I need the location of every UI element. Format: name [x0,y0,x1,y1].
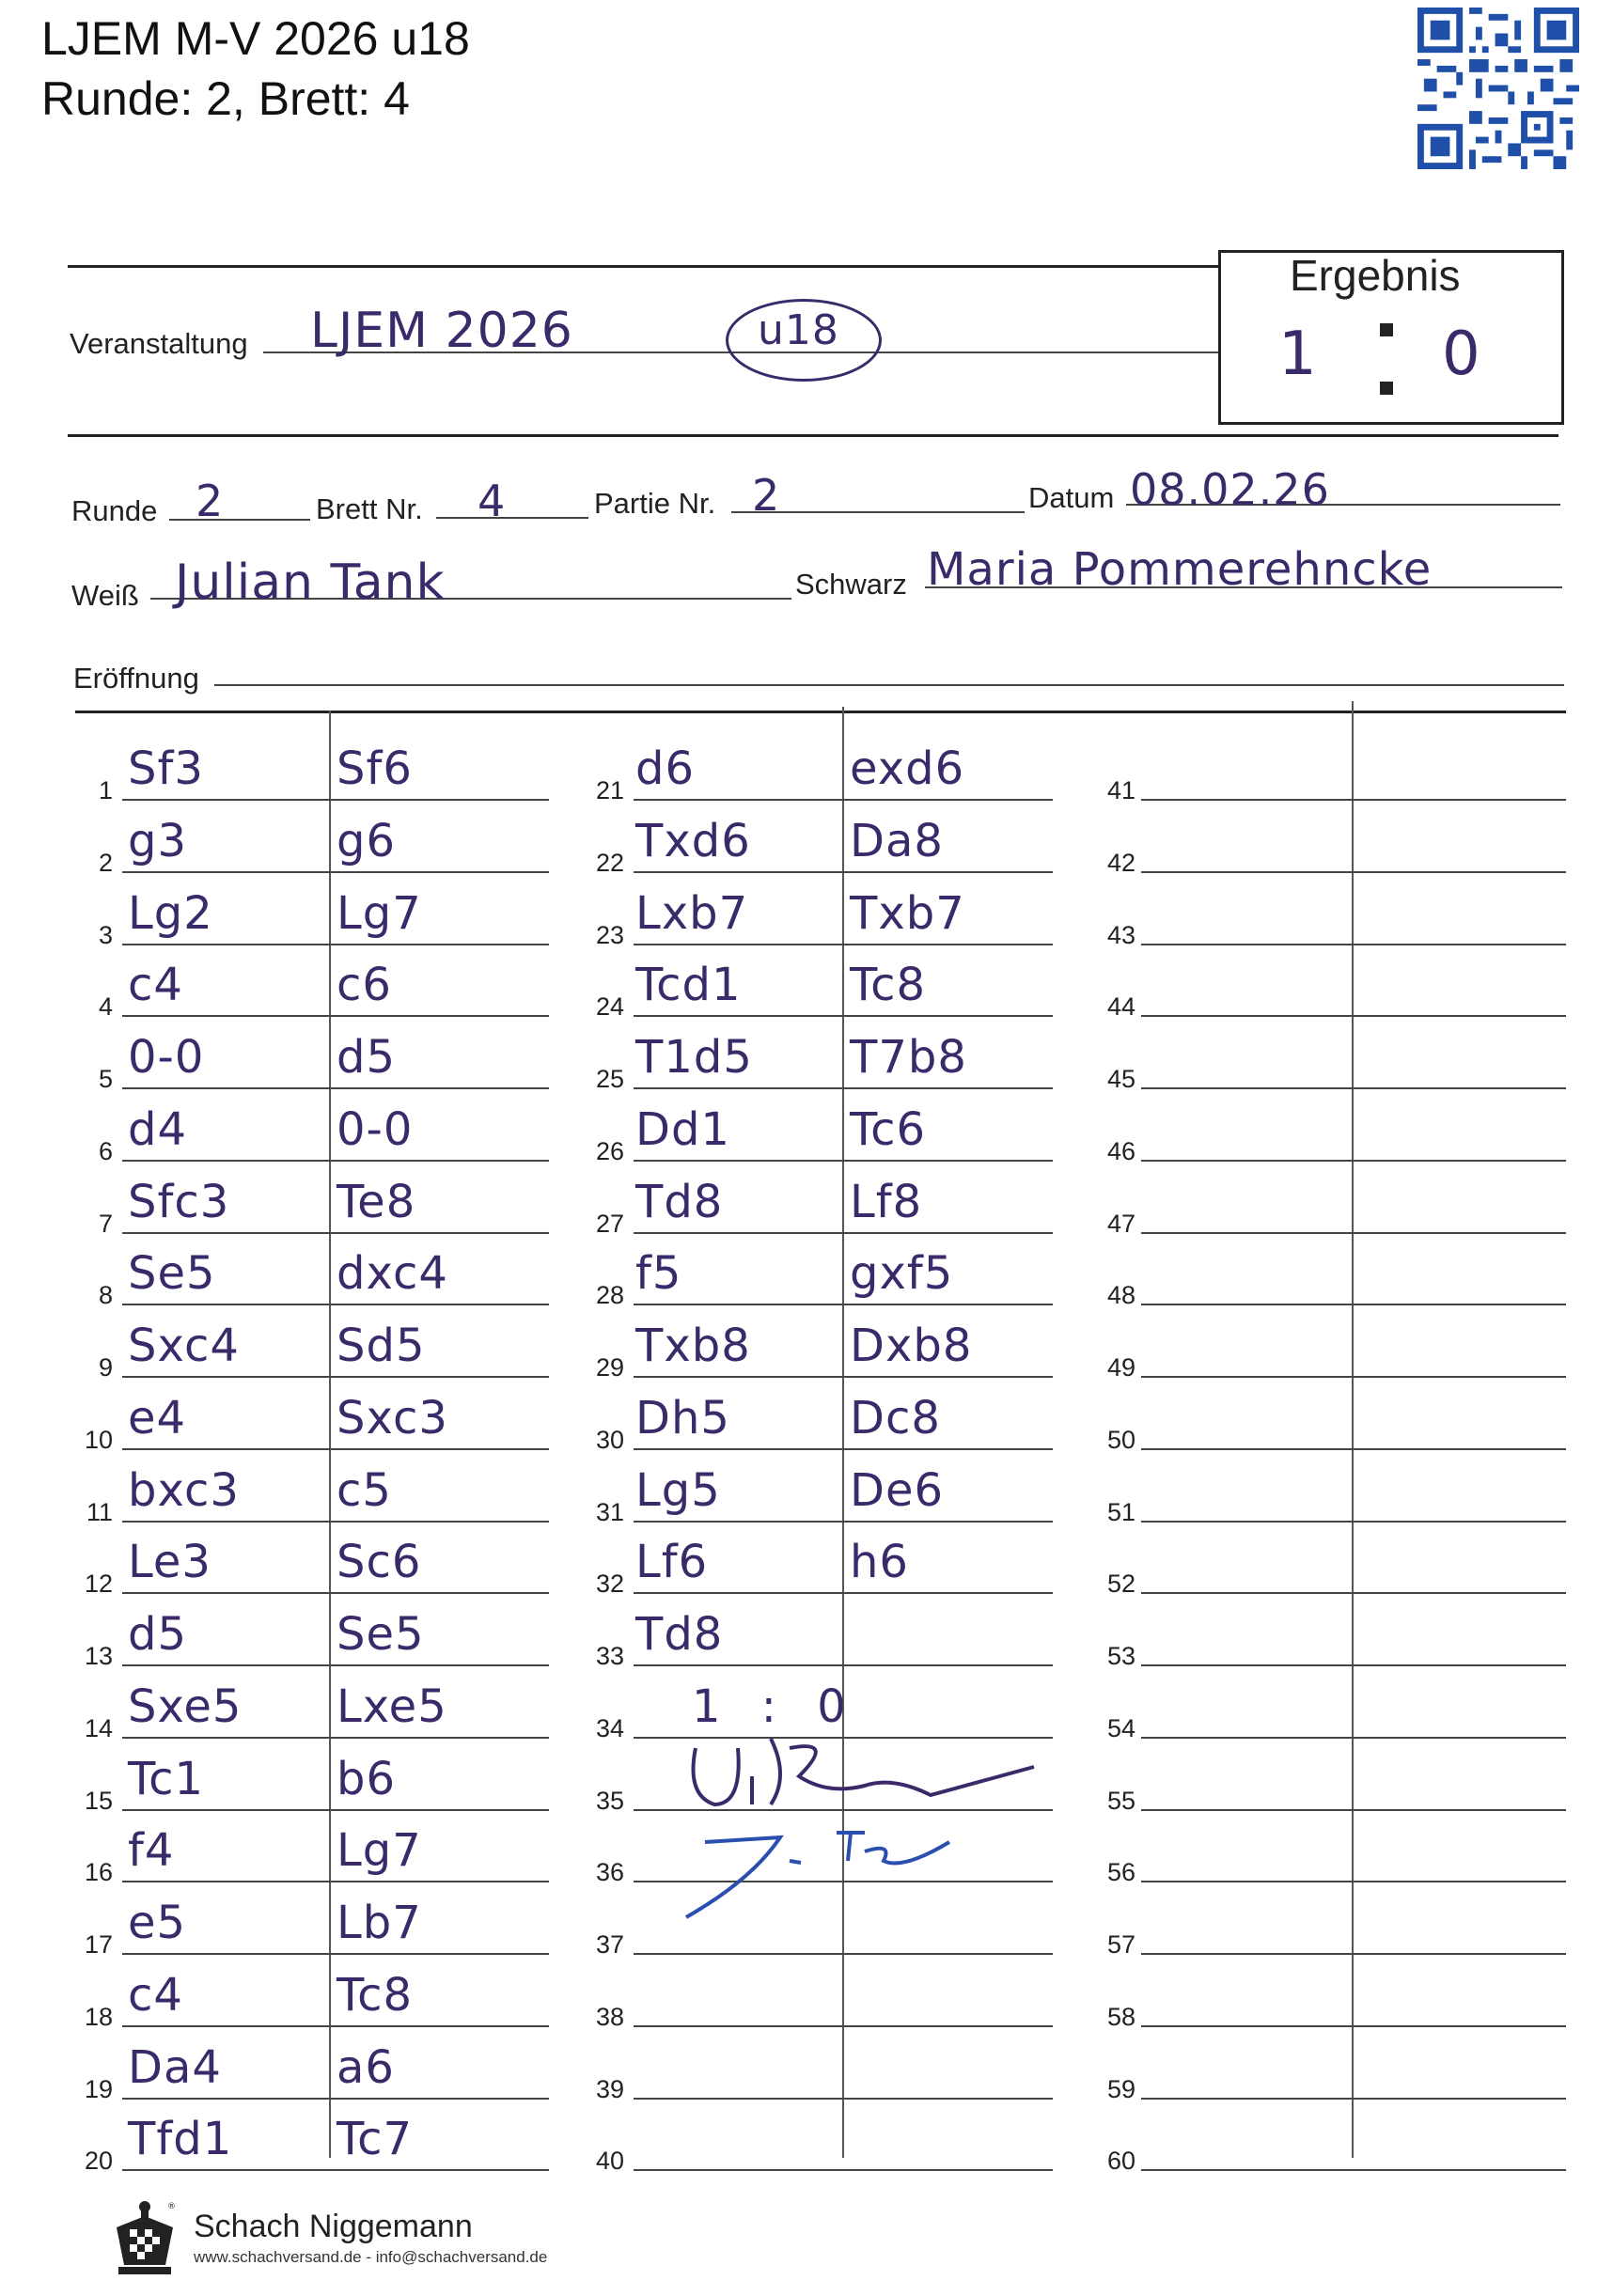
move-line [1354,1521,1566,1523]
move-line [1141,1809,1354,1811]
move-number: 19 [84,2074,113,2103]
white-move: f5 [635,1247,682,1301]
white-move: Sfc3 [128,1175,230,1228]
move-line [1141,1448,1354,1450]
black-move: Dc8 [850,1391,941,1445]
move-number: 48 [1106,1281,1135,1310]
schwarz-label: Schwarz [795,568,907,601]
partie-value: 2 [752,470,781,521]
result-white: 1 [1278,320,1318,389]
white-move: Lg5 [635,1463,721,1517]
move-line [1354,1448,1566,1450]
move-line [122,1592,353,1594]
move-number: 57 [1106,1930,1135,1959]
move-number: 8 [98,1281,113,1310]
move-line [331,1881,549,1882]
white-move: c4 [128,959,183,1012]
move-line [122,1521,353,1523]
move-line [331,871,549,873]
move-number: 56 [1106,1858,1135,1887]
black-move: T7b8 [850,1031,967,1084]
move-line [1354,1087,1566,1089]
white-move: Td8 [635,1608,724,1661]
move-line [1354,1953,1566,1955]
move-line [844,1304,1053,1305]
move-line [844,1448,1053,1450]
move-line [634,1664,846,1666]
move-number: 21 [595,776,624,804]
move-number: 45 [1106,1065,1135,1093]
eroeffnung-line [214,684,1564,686]
move-number: 60 [1106,2147,1135,2176]
white-move: Tcd1 [635,959,742,1012]
move-line [1354,1304,1566,1305]
footer-brand: Schach Niggemann [194,2209,473,2244]
move-number: 11 [86,1497,113,1526]
white-move: Lf6 [635,1536,709,1589]
move-number: 18 [84,2002,113,2031]
white-move: T1d5 [635,1031,753,1084]
move-number: 26 [595,1136,624,1165]
move-line [122,1448,353,1450]
move-line [331,944,549,945]
black-move: c5 [337,1463,392,1517]
brett-value: 4 [478,476,507,526]
move-line [634,2169,846,2171]
svg-text:®: ® [167,2202,176,2211]
move-line [331,1232,549,1234]
move-line [122,799,353,801]
move-line [844,1664,1053,1666]
datum-value: 08.02.26 [1130,464,1330,515]
move-line [1141,1015,1354,1017]
move-number: 36 [595,1858,624,1887]
result-label: Ergebnis [1290,251,1461,300]
move-number: 10 [84,1425,113,1454]
move-number: 22 [595,848,624,877]
black-move: 0-0 [337,1102,414,1156]
move-line [1141,2098,1354,2100]
black-move: c6 [337,959,392,1012]
move-line [634,1160,846,1162]
header-subtitle: Runde: 2, Brett: 4 [41,72,410,125]
move-line [122,1881,353,1882]
black-move: Sf6 [337,742,413,795]
white-move: 0-0 [128,1031,205,1084]
black-move: Tc6 [850,1102,927,1156]
move-line [331,1809,549,1811]
move-line [1141,2169,1354,2171]
move-number: 41 [1106,776,1135,804]
black-move: d5 [337,1031,397,1084]
move-number: 32 [595,1570,624,1599]
move-line [331,2098,549,2100]
move-line [634,799,846,801]
signature-black [649,1720,1043,1814]
move-line [844,1232,1053,1234]
veranstaltung-label: Veranstaltung [70,327,248,360]
move-line [634,1232,846,1234]
move-line [122,2169,353,2171]
move-line [1141,871,1354,873]
black-move: dxc4 [337,1247,448,1301]
move-line [331,2025,549,2027]
move-line [331,1160,549,1162]
move-line [1141,1881,1354,1882]
form-top-rule [68,265,1218,268]
white-move: Txd6 [635,814,751,867]
white-move: Lg2 [128,886,213,940]
move-number: 27 [595,1209,624,1238]
move-line [844,1087,1053,1089]
move-line [331,1015,549,1017]
move-line [844,1160,1053,1162]
black-move: h6 [850,1536,909,1589]
result-colon-top [1380,323,1393,336]
move-number: 34 [595,1713,624,1742]
col2-divider [842,707,844,2158]
move-number: 2 [98,848,113,877]
brett-line [436,517,588,519]
move-line [331,1087,549,1089]
move-number: 12 [84,1570,113,1599]
move-line [331,1737,549,1739]
move-line [1354,1881,1566,1882]
move-line [1141,944,1354,945]
move-line [1141,2025,1354,2027]
move-line [634,871,846,873]
white-move: Lxb7 [635,886,749,940]
move-line [634,1953,846,1955]
white-move: e5 [128,1897,187,1949]
move-line [1141,1304,1354,1305]
white-move: e4 [128,1391,187,1445]
move-line [844,1015,1053,1017]
move-number: 24 [595,992,624,1022]
white-move: Td8 [635,1175,724,1228]
move-line [331,1376,549,1378]
move-number: 13 [84,1642,113,1670]
white-move: g3 [128,814,188,867]
white-move: Dd1 [635,1102,730,1156]
col1-divider [329,711,331,2158]
move-line [1354,944,1566,945]
black-move: Lb7 [337,1897,422,1949]
move-line [634,1376,846,1378]
move-number: 42 [1106,848,1135,877]
move-number: 9 [98,1353,113,1382]
move-line [634,1015,846,1017]
move-line [1141,1376,1354,1378]
move-number: 53 [1106,1642,1135,1670]
move-line [1141,1592,1354,1594]
move-number: 35 [595,1786,624,1815]
move-line [1141,1160,1354,1162]
move-line [331,1953,549,1955]
move-line [331,1664,549,1666]
move-number: 31 [595,1497,624,1526]
partie-label: Partie Nr. [594,487,716,520]
move-number: 14 [84,1713,113,1742]
move-line [122,1304,353,1305]
move-line [1141,1953,1354,1955]
move-number: 28 [595,1281,624,1310]
move-number: 37 [595,1930,624,1959]
move-line [634,2025,846,2027]
black-move: Sxc3 [337,1391,448,1445]
move-number: 50 [1106,1425,1135,1454]
result-black: 0 [1442,320,1481,389]
move-line [1354,2169,1566,2171]
veranstaltung-circled: u18 [758,306,839,354]
black-move: g6 [337,814,397,867]
move-line [1141,1664,1354,1666]
white-move: Le3 [128,1536,211,1589]
qr-code [1416,8,1581,169]
move-line [1354,871,1566,873]
move-number: 20 [84,2147,113,2176]
move-number: 55 [1106,1786,1135,1815]
white-move: Dh5 [635,1391,730,1445]
move-line [634,1087,846,1089]
col3-divider [1352,701,1354,2158]
white-move: Sxe5 [128,1679,243,1733]
move-line [122,1664,353,1666]
move-line [331,799,549,801]
white-move: Se5 [128,1247,216,1301]
move-line [1141,799,1354,801]
black-move: Tc8 [337,1968,414,2022]
black-move: Txb7 [850,886,965,940]
move-number: 5 [98,1065,113,1093]
move-line [122,1809,353,1811]
move-line [122,944,353,945]
move-line [1354,1160,1566,1162]
weiss-label: Weiß [71,579,139,612]
move-number: 43 [1106,920,1135,949]
move-line [1354,1376,1566,1378]
white-move: d6 [635,742,696,795]
move-line [122,1953,353,1955]
move-number: 51 [1106,1497,1135,1526]
move-line [331,1448,549,1450]
black-move: Lg7 [337,1824,422,1878]
black-move: Tc8 [850,959,927,1012]
schwarz-value: Maria Pommerehncke [927,543,1433,596]
move-line [331,2169,549,2171]
move-number: 25 [595,1065,624,1093]
white-move: f4 [128,1824,175,1878]
white-move: bxc3 [128,1463,240,1517]
move-line [1141,1737,1354,1739]
move-line [844,944,1053,945]
move-number: 52 [1106,1570,1135,1599]
black-move: Dxb8 [850,1320,973,1372]
black-move: Sd5 [337,1320,426,1372]
move-line [122,1376,353,1378]
move-line [122,1015,353,1017]
move-number: 38 [595,2002,624,2031]
white-move: Tfd1 [128,2113,233,2166]
move-line [1354,1015,1566,1017]
white-move: Tc1 [128,1752,205,1805]
white-move: Txb8 [635,1320,751,1372]
weiss-value: Julian Tank [175,554,446,611]
signature-white [677,1823,959,1927]
move-line [1354,1592,1566,1594]
white-move: d4 [128,1102,188,1156]
white-move: Da4 [128,2040,222,2094]
move-number: 6 [98,1136,113,1165]
black-move: Te8 [337,1175,416,1228]
eroeffnung-label: Eröffnung [73,662,199,695]
brett-label: Brett Nr. [316,492,423,525]
move-line [844,1953,1053,1955]
move-line [1354,1737,1566,1739]
move-line [122,2025,353,2027]
move-line [1141,1521,1354,1523]
black-move: Lxe5 [337,1679,447,1733]
move-line [331,1521,549,1523]
black-move: exd6 [850,742,965,795]
white-move: c4 [128,1968,183,2022]
black-move: Da8 [850,814,944,867]
move-line [634,1304,846,1305]
move-number: 7 [98,1209,113,1238]
move-line [844,871,1053,873]
move-line [844,799,1053,801]
move-line [331,1592,549,1594]
black-move: Lf8 [850,1175,923,1228]
move-number: 23 [595,920,624,949]
white-move: Sf3 [128,742,204,795]
result-colon-bottom [1380,382,1393,395]
move-line [844,1592,1053,1594]
move-line [1354,1664,1566,1666]
move-line [1354,2098,1566,2100]
black-move: gxf5 [850,1247,954,1301]
move-line [844,1521,1053,1523]
footer-contact: www.schachversand.de - info@schachversand.de [194,2248,548,2266]
black-move: b6 [337,1752,397,1805]
move-line [1354,2025,1566,2027]
move-line [844,2025,1053,2027]
white-move: d5 [128,1608,188,1661]
move-line [634,1592,846,1594]
white-move: 1 : 0 [692,1679,859,1733]
move-line [122,2098,353,2100]
move-number: 29 [595,1353,624,1382]
black-move: De6 [850,1463,945,1517]
move-line [634,1521,846,1523]
black-move: a6 [337,2040,395,2094]
move-line [331,1304,549,1305]
move-number: 1 [98,776,113,804]
move-line [1354,799,1566,801]
move-number: 47 [1106,1209,1135,1238]
move-number: 49 [1106,1353,1135,1382]
move-number: 17 [84,1930,113,1959]
runde-label: Runde [71,494,158,527]
black-move: Tc7 [337,2113,414,2166]
move-number: 16 [84,1858,113,1887]
move-line [634,944,846,945]
move-line [1354,1809,1566,1811]
black-move: Lg7 [337,886,422,940]
move-line [1141,1087,1354,1089]
datum-label: Datum [1028,481,1115,514]
move-line [122,1087,353,1089]
move-number: 54 [1106,1713,1135,1742]
runde-line [169,519,310,521]
runde-value: 2 [196,476,225,526]
move-number: 39 [595,2074,624,2103]
move-line [122,1160,353,1162]
black-move: Se5 [337,1608,425,1661]
move-number: 15 [84,1786,113,1815]
chess-logo [109,2199,180,2282]
white-move: Sxc4 [128,1320,240,1372]
move-number: 3 [98,920,113,949]
move-line [634,2098,846,2100]
move-line [122,871,353,873]
form-divider-rule [68,434,1558,437]
move-number: 58 [1106,2002,1135,2031]
move-number: 40 [595,2147,624,2176]
header-title: LJEM M-V 2026 u18 [41,12,470,65]
move-line [844,1376,1053,1378]
movetable-top-rule [75,711,1566,713]
move-number: 30 [595,1425,624,1454]
move-line [844,2169,1053,2171]
move-line [1141,1232,1354,1234]
move-line [634,1448,846,1450]
move-number: 44 [1106,992,1135,1022]
move-line [122,1737,353,1739]
move-number: 59 [1106,2074,1135,2103]
black-move: Sc6 [337,1536,422,1589]
veranstaltung-value: LJEM 2026 [310,303,573,359]
move-number: 4 [98,992,113,1022]
move-number: 46 [1106,1136,1135,1165]
move-line [1354,1232,1566,1234]
move-number: 33 [595,1642,624,1670]
move-line [844,2098,1053,2100]
move-line [122,1232,353,1234]
